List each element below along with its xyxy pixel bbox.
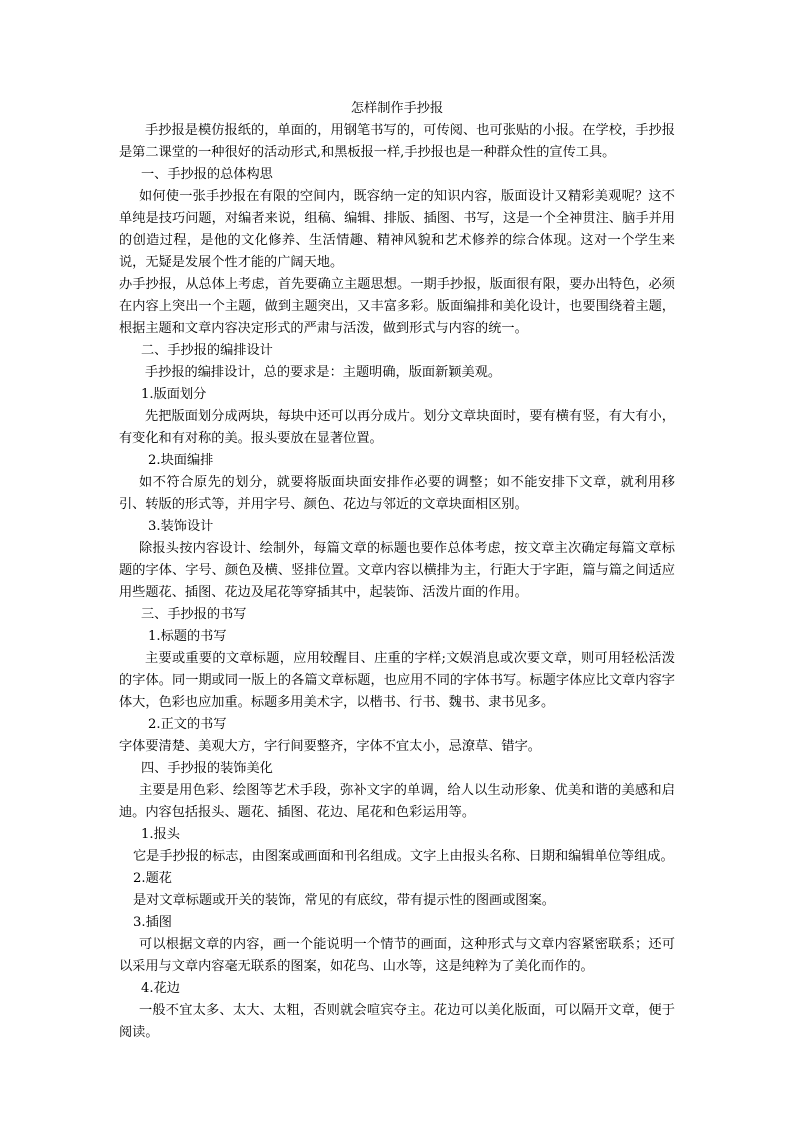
paragraph-layout-division: 先把版面划分成两块，每块中还可以再分成片。划分文章块面时，要有横有竖，有大有小，有变化和有对称的美。报头要放在显著位置。 xyxy=(119,409,675,446)
section-heading-1: 一、手抄报的总体构思 xyxy=(141,167,273,182)
subheading-illustration: 3.插图 xyxy=(133,915,172,930)
paragraph-title-writing: 主要或重要的文章标题，应用较醒目、庄重的字样;文娱消息或次要文章，则可用轻松活泼的字体。同一期或同一版上的各篇文章标题，也应用不同的字体书写。标题字体应比文章内容字体大，色彩也应加重。标题多用美术字，以楷书、行书、魏书、隶书见多。 xyxy=(119,651,675,710)
subheading-title-flower: 2.题花 xyxy=(133,871,172,886)
section-1-paragraph-1: 如何使一张手抄报在有限的空间内，既容纳一定的知识内容，版面设计又精彩美观呢？这不单纯是技巧问题，对编者来说，组稿、编辑、排版、插图、书写，这是一个全神贯注、脑手并用的创造过程，是他的文化修养、生活情趣、精神风貌和艺术修养的综合体现。这对一个学生来说，无疑是发展个性才能的广阔天地。 xyxy=(119,189,675,270)
section-heading-4: 四、手抄报的装饰美化 xyxy=(141,761,273,776)
paragraph-illustration: 可以根据文章的内容，画一个能说明一个情节的画面，这种形式与文章内容紧密联系；还可以采用与文章内容毫无联系的图案，如花鸟、山水等，这是纯粹为了美化而作的。 xyxy=(119,937,675,974)
paragraph-masthead: 它是手抄报的标志，由图案或画面和刊名组成。文字上由报头名称、日期和编辑单位等组成。 xyxy=(133,849,674,864)
section-heading-2: 二、手抄报的编排设计 xyxy=(141,343,273,358)
paragraph-block-arrangement: 如不符合原先的划分，就要将版面块面安排作必要的调整；如不能安排下文章，就利用移引、转版的形式等，并用字号、颜色、花边与邻近的文章块面相区别。 xyxy=(119,475,675,512)
section-4-intro: 主要是用色彩、绘图等艺术手段，弥补文字的单调，给人以生动形象、优美和谐的美感和启迪。内容包括报头、题花、插图、花边、尾花和色彩运用等。 xyxy=(119,783,675,820)
subheading-layout-division: 1.版面划分 xyxy=(141,387,207,402)
subheading-decoration-design: 3.装饰设计 xyxy=(148,519,214,534)
paragraph-decoration-design: 除报头按内容设计、绘制外，每篇文章的标题也要作总体考虑，按文章主次确定每篇文章标题的字体、字号、颜色及横、竖排位置。文章内容以横排为主，行距大于字距，篇与篇之间适应用些题花、插图、花边及尾花等穿插其中，起装饰、活泼片面的作用。 xyxy=(119,541,675,600)
subheading-block-arrangement: 2.块面编排 xyxy=(148,453,214,468)
section-2-intro: 手抄报的编排设计，总的要求是：主题明确，版面新颖美观。 xyxy=(145,365,502,380)
subheading-border: 4.花边 xyxy=(141,981,180,996)
document-body xyxy=(119,98,675,1044)
paragraph-body-writing: 字体要清楚、美观大方，字行间要整齐，字体不宜太小，忌潦草、错字。 xyxy=(119,739,541,754)
paragraph-title-flower: 是对文章标题或开关的装饰，常见的有底纹，带有提示性的图画或图案。 xyxy=(133,893,555,908)
section-heading-3: 三、手抄报的书写 xyxy=(141,607,247,622)
paragraph-border: 一般不宜太多、太大、太粗，否则就会喧宾夺主。花边可以美化版面，可以隔开文章，便于阅读。 xyxy=(119,1003,675,1040)
subheading-masthead: 1.报头 xyxy=(141,827,180,842)
document-title: 怎样制作手抄报 xyxy=(350,101,444,116)
subheading-body-writing: 2.正文的书写 xyxy=(148,717,227,732)
intro-paragraph: 手抄报是模仿报纸的，单面的，用钢笔书写的，可传阅、也可张贴的小报。在学校，手抄报是第二课堂的一种很好的活动形式,和黑板报一样,手抄报也是一种群众性的宣传工具。 xyxy=(119,123,675,160)
subheading-title-writing: 1.标题的书写 xyxy=(148,629,227,644)
section-1-paragraph-2: 办手抄报，从总体上考虑，首先要确立主题思想。一期手抄报，版面很有限，要办出特色，必须在内容上突出一个主题，做到主题突出，又丰富多彩。版面编排和美化设计，也要围绕着主题，根据主题和文章内容决定形式的严肃与活泼，做到形式与内容的统一。 xyxy=(119,277,675,336)
